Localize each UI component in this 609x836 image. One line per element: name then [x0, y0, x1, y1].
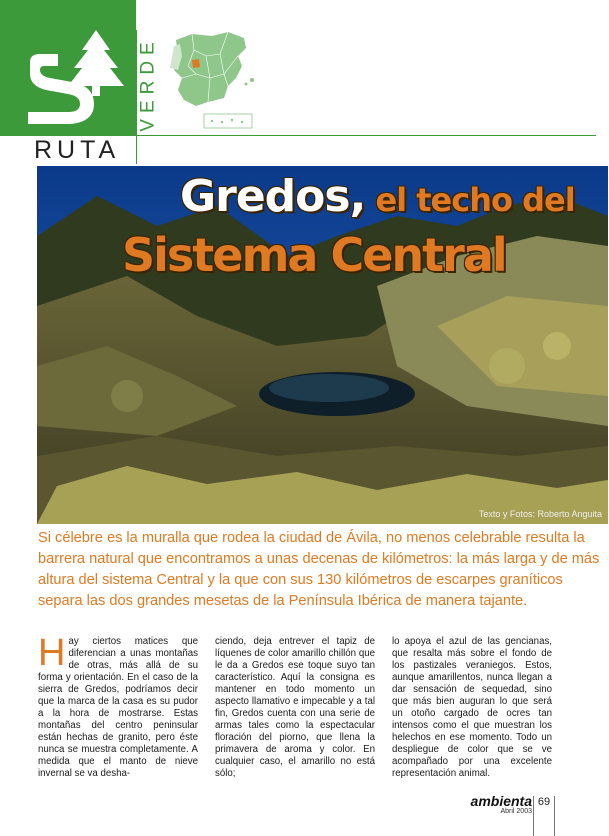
body-column-1 — [38, 632, 198, 779]
page-number-box — [533, 796, 555, 836]
body-column-2: ciendo, deja entrever el tapiz de líquenes de color amarillo chillón que le da a Gredos ese toque suyo tan característico. Aquí la consigna es mantener en todo momento un aspecto llamativo e impecable y a tal fin, Gredos cuenta con una serie de armas tales como la espectacular floración del piorno, que llena la primavera de aroma y color. En cualquier caso, el amarillo no está sólo; — [215, 636, 375, 779]
section-logo — [0, 0, 136, 136]
section-label-verde — [138, 32, 160, 136]
headline-techo: el techo del — [365, 181, 575, 219]
headline-line-2: Sistema Central — [122, 228, 506, 282]
tree-road-icon — [0, 0, 136, 136]
body-column-3: lo apoya el azul de las gencianas, que resalta más sobre el fondo de los pastizales veraniegos. Estos, aunque amarillentos, nunca llegan a dar sensación de sequedad, sino que más bien auguran lo que será un otoño cargado de ocres tan intensos como el que muestran los helechos en ese momento. Todo un despliegue de color que se ve acompañado por una excelente representación animal. — [392, 636, 552, 779]
body-columns — [38, 632, 554, 779]
issue-date: Abril 2003 — [500, 808, 532, 815]
spain-map-icon — [166, 26, 258, 139]
drop-cap: H — [38, 632, 66, 674]
magazine-footer — [470, 794, 532, 816]
body-column-1-text: ay ciertos matices que diferencian a unas montañas de otras, más allá de su forma y orientación. En el caso de la sierra de Gredos, podríamos decir que la marca de la casa es su pudor a la hora de mostrarse. Estas montañas del centro peninsular están hechas de granito, pero éste nunca se muestra completamente. A medida que el manto de nieve invernal se va desha- — [38, 636, 198, 779]
magazine-name: ambienta — [470, 793, 532, 809]
photo-credit: Texto y Fotos: Roberto Anguita — [478, 509, 602, 519]
headline-line-1 — [180, 171, 575, 222]
headline-gredos: Gredos, — [180, 171, 366, 222]
section-label-ruta: RUTA — [34, 136, 121, 164]
lead-paragraph: Si célebre es la muralla que rodea la ciudad de Ávila, no menos celebrable resulta la barrera natural que encontramos a unas decenas de kilómetros: la más larga y de más altura del sistema Central y la que con sus 130 kilómetros de escarpes graníticos separa las dos grandes mesetas de la Península Ibérica de manera tajante. — [38, 530, 600, 609]
verde-text: VERDE — [138, 36, 159, 132]
page-number: 69 — [537, 796, 551, 808]
